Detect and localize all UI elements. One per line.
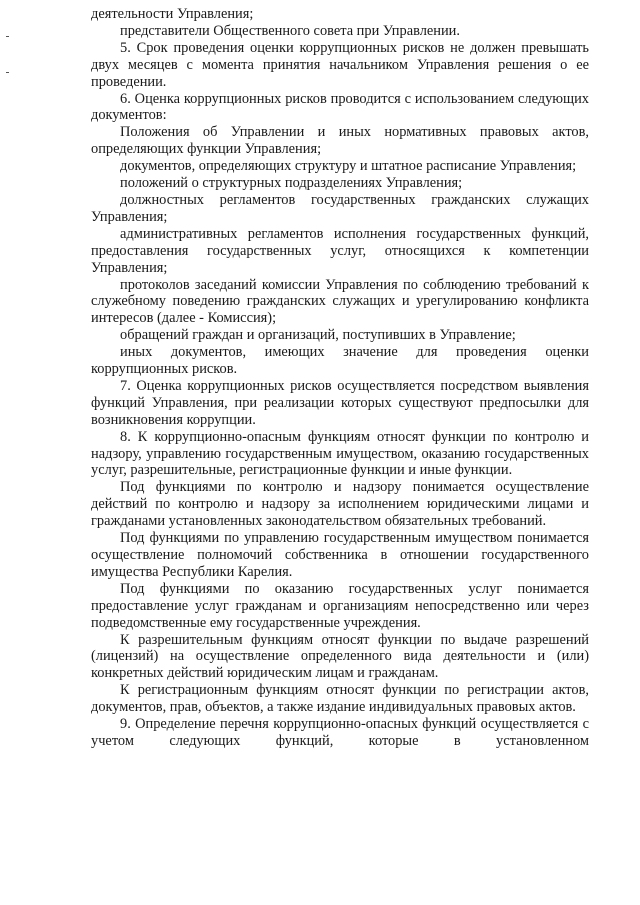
paragraph: положений о структурных подразделениях Управления;: [120, 175, 463, 192]
paragraph: документов, определяющих структуру и штатное расписание Управления;: [120, 158, 577, 175]
paragraph: деятельности Управления;: [91, 6, 254, 22]
paragraph: иных документов, имеющих значение для проведения оценки коррупционных рисков.: [91, 344, 589, 378]
paragraph: 7. Оценка коррупционных рисков осуществляется посредством выявления функций Управления, при реализации которых существуют предпосылки для возникновения коррупции.: [91, 377, 589, 428]
document-body: [91, 6, 589, 750]
paragraph: Под функциями по оказанию государственных услуг понимается предоставление услуг гражданам и организациям непосредственно или через подведомственные ему государственные учреждения.: [91, 580, 589, 631]
paragraph: 9. Определение перечня коррупционно-опасных функций осуществляется с учетом следующих функций, которые в установленном: [91, 716, 589, 749]
paragraph: административных регламентов исполнения государственных функций, предоставления государственных услуг, относящихся к компетенции Управления;: [91, 225, 589, 276]
paragraph: Под функциями по управлению государственным имуществом понимается осуществление полномочий собственника в отношении государственного имущества Республики Карелия.: [91, 530, 589, 580]
paragraph: Положения об Управлении и иных нормативных правовых актов, определяющих функции Управления;: [91, 124, 589, 158]
paragraph: протоколов заседаний комиссии Управления по соблюдению требований к служебному поведению гражданских служащих и урегулированию конфликта интересов (далее - Комиссия);: [91, 276, 589, 327]
paragraph: К разрешительным функциям относят функции по выдаче разрешений (лицензий) на осуществление определенного вида деятельности и (или) конкретных действий юридическим лицам и гражданам.: [91, 631, 589, 682]
paragraph: 8. К коррупционно-опасным функциям относят функции по контролю и надзору, управлению государственным имуществом, оказанию государственных услуг, разрешительные, регистрационные функции и иные функции.: [91, 428, 589, 479]
paragraph: К регистрационным функциям относят функции по регистрации актов, документов, прав, объектов, а также издание индивидуальных правовых актов.: [91, 682, 589, 716]
scan-mark: [6, 72, 9, 73]
paragraph: представители Общественного совета при Управлении.: [120, 22, 460, 39]
paragraph: Под функциями по контролю и надзору понимается осуществление действий по контролю и надзору за исполнением юридическими лицами и гражданами установленных законодательством обязательных требований.: [91, 479, 589, 530]
scan-mark: [6, 36, 9, 37]
paragraph: 5. Срок проведения оценки коррупционных рисков не должен превышать двух месяцев с момента принятия начальником Управления решения о ее проведении.: [91, 39, 589, 90]
paragraph: обращений граждан и организаций, поступивших в Управление;: [120, 327, 516, 344]
paragraph: должностных регламентов государственных гражданских служащих Управления;: [91, 191, 589, 225]
paragraph: 6. Оценка коррупционных рисков проводится с использованием следующих документов:: [91, 90, 589, 124]
